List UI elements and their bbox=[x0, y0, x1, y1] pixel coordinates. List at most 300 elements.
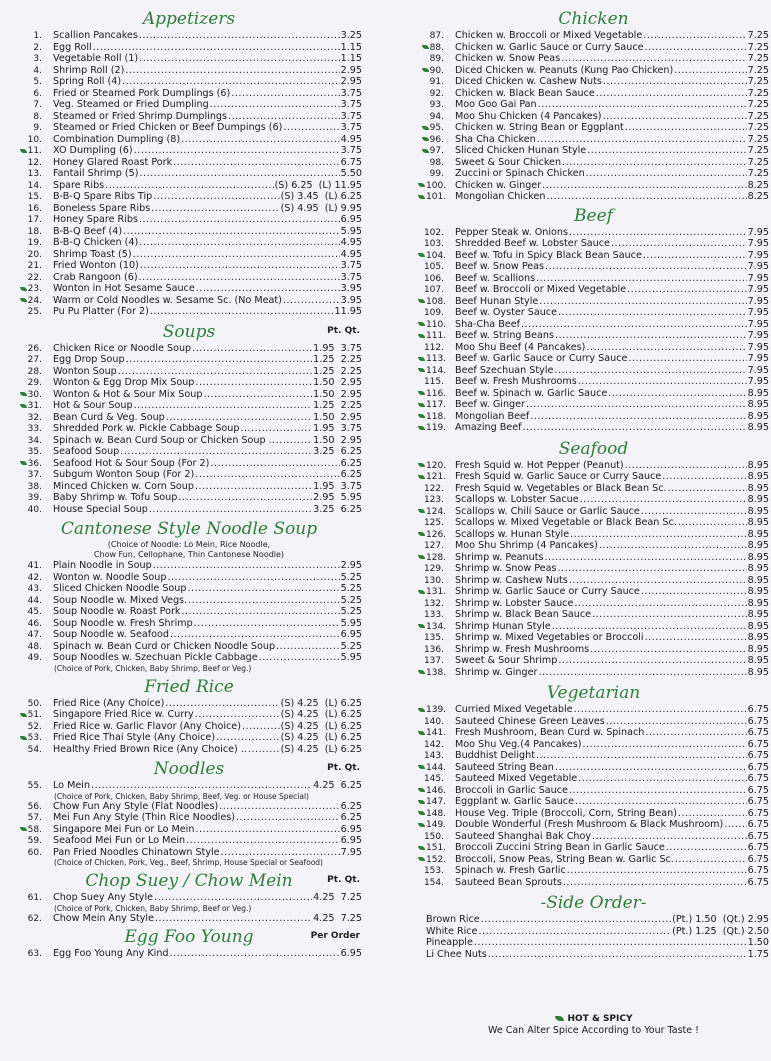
item-number-text: 15. bbox=[27, 192, 42, 202]
dot-leader bbox=[546, 191, 746, 203]
item-number-text: 123. bbox=[423, 495, 444, 505]
menu-item bbox=[418, 342, 769, 354]
item-number-text: 113. bbox=[426, 354, 447, 364]
menu-item bbox=[418, 926, 769, 938]
item-name: Fried Wonton (10) bbox=[53, 260, 139, 271]
dot-leader bbox=[139, 272, 340, 284]
item-number bbox=[418, 622, 447, 634]
item-number bbox=[16, 390, 45, 402]
dot-leader bbox=[259, 652, 340, 664]
item-price: 7.25 bbox=[747, 110, 769, 122]
item-name: Egg Roll bbox=[53, 41, 92, 53]
item-name: Beef w. Tofu in Spicy Black Bean Sauce bbox=[455, 249, 642, 261]
item-price: (S) 4.25 (L) 6.25 bbox=[280, 732, 362, 743]
dot-leader bbox=[554, 365, 746, 377]
item-price: 5.25 bbox=[340, 571, 362, 583]
item-name: Soup Noodle w. Fresh Shrimp bbox=[53, 617, 193, 629]
menu-item bbox=[16, 423, 362, 435]
item-name: Scallops w. Chili Sauce or Garlic Sauce bbox=[455, 505, 640, 517]
item-number bbox=[418, 354, 447, 366]
item-number-text: 137. bbox=[423, 656, 444, 666]
item-number-text: 60. bbox=[27, 847, 42, 858]
item-price: 6.75 bbox=[747, 750, 769, 761]
dot-leader bbox=[181, 134, 340, 146]
item-number-text: 138. bbox=[426, 667, 447, 678]
item-name: Steamed or Fried Chicken or Beef Dumpings (6) bbox=[53, 122, 283, 133]
menu-item bbox=[16, 214, 362, 226]
dot-leader bbox=[580, 494, 747, 506]
item-name: Shrimp w. Lobster Sauce bbox=[455, 597, 574, 609]
item-price: 1.15 bbox=[340, 53, 362, 64]
menu-section bbox=[16, 870, 362, 924]
item-price: 4.95 bbox=[340, 133, 362, 145]
menu-item bbox=[418, 949, 769, 961]
dot-leader bbox=[641, 506, 747, 518]
item-price: 8.25 bbox=[747, 179, 769, 191]
item-number bbox=[418, 472, 447, 484]
item-number bbox=[418, 285, 447, 297]
section-title bbox=[16, 758, 362, 780]
item-number bbox=[418, 645, 447, 657]
item-price: 6.75 bbox=[747, 842, 769, 853]
item-number-text: 23. bbox=[27, 284, 42, 294]
item-number bbox=[16, 192, 45, 204]
dot-leader bbox=[126, 354, 313, 366]
item-number-text: 14. bbox=[27, 180, 42, 191]
menu-item bbox=[418, 471, 769, 483]
pepper-icon bbox=[422, 137, 429, 141]
menu-item bbox=[16, 618, 362, 630]
item-number bbox=[418, 331, 447, 343]
dot-leader bbox=[122, 76, 340, 88]
item-number bbox=[418, 717, 447, 729]
item-number-text: 143. bbox=[423, 751, 444, 761]
menu-item bbox=[16, 134, 362, 146]
item-name: Egg Drop Soup bbox=[53, 354, 125, 365]
item-number-text: 36. bbox=[27, 458, 42, 469]
item-name: Singapore Mei Fun or Lo Mein bbox=[53, 823, 195, 835]
item-number bbox=[418, 576, 447, 588]
dot-leader bbox=[587, 145, 746, 157]
item-name: Buddhist Delight bbox=[455, 750, 535, 761]
menu-item bbox=[418, 785, 769, 797]
item-name: Broccoli in Garlic Sauce bbox=[455, 784, 568, 796]
item-number-text: 91. bbox=[429, 77, 444, 87]
menu-section bbox=[16, 321, 362, 516]
item-number-text: 17. bbox=[27, 215, 42, 225]
dot-leader bbox=[544, 552, 746, 564]
menu-item bbox=[16, 191, 362, 203]
item-number bbox=[418, 400, 447, 412]
item-price: 7.95 bbox=[747, 295, 769, 307]
item-number bbox=[418, 705, 447, 717]
legend-note: We Can Alter Spice According to Your Taste ! bbox=[488, 1025, 699, 1036]
menu-item bbox=[16, 606, 362, 618]
item-number-text: 89. bbox=[429, 54, 444, 64]
menu-item bbox=[16, 122, 362, 134]
item-price: 6.95 bbox=[340, 823, 362, 835]
pepper-icon bbox=[418, 253, 425, 257]
item-name: Wonton & Egg Drop Mix Soup bbox=[53, 377, 195, 388]
item-price: (S) 4.25 (L) 6.25 bbox=[280, 743, 362, 755]
item-number bbox=[16, 470, 45, 482]
item-number-text: 92. bbox=[429, 88, 444, 99]
item-name: Eggplant w. Garlic Sauce bbox=[455, 796, 574, 807]
item-price: 3.75 bbox=[340, 87, 362, 99]
item-name: B-B-Q Beef (4) bbox=[53, 225, 123, 237]
pepper-icon bbox=[418, 475, 425, 479]
item-number bbox=[418, 389, 447, 401]
item-number bbox=[16, 273, 45, 285]
item-number bbox=[418, 320, 447, 332]
item-name: Shrimp w. Snow Peas bbox=[455, 563, 557, 574]
pepper-icon bbox=[418, 857, 425, 861]
menu-item bbox=[418, 238, 769, 250]
pepper-icon bbox=[418, 765, 425, 769]
item-name: Spinach w. Bean Curd or Chicken Noodle Soup bbox=[53, 640, 276, 652]
item-name: Pu Pu Platter (For 2) bbox=[53, 306, 149, 317]
item-name: Moo Shu Shrimp (4 Pancakes) bbox=[455, 540, 598, 551]
menu-item bbox=[418, 76, 769, 88]
menu-item bbox=[16, 30, 362, 42]
item-number bbox=[418, 77, 447, 89]
item-number bbox=[16, 261, 45, 273]
menu-item bbox=[418, 422, 769, 434]
item-price: 8.95 bbox=[747, 643, 769, 655]
menu-item bbox=[418, 667, 769, 679]
item-number bbox=[16, 89, 45, 101]
menu-item bbox=[16, 481, 362, 493]
item-number bbox=[418, 146, 447, 158]
menu-item bbox=[16, 180, 362, 192]
item-price: 8.95 bbox=[747, 517, 769, 528]
menu-item bbox=[16, 366, 362, 378]
item-number bbox=[16, 284, 45, 296]
item-number bbox=[16, 893, 45, 905]
dot-leader bbox=[645, 42, 747, 54]
item-number bbox=[16, 699, 45, 711]
pepper-icon bbox=[418, 299, 425, 303]
item-name: Veg. Steamed or Fried Dumpling bbox=[53, 99, 209, 110]
menu-item bbox=[418, 296, 769, 308]
item-number bbox=[418, 412, 447, 424]
menu-item bbox=[16, 343, 362, 355]
menu-item bbox=[418, 632, 769, 644]
item-name: House Special Soup bbox=[53, 503, 148, 515]
item-price: 6.75 bbox=[747, 715, 769, 727]
dot-leader bbox=[118, 366, 312, 378]
dot-leader bbox=[625, 122, 747, 134]
menu-item bbox=[16, 595, 362, 607]
item-number-text: 6. bbox=[33, 88, 42, 99]
item-price: 4.25 7.25 bbox=[313, 912, 362, 924]
item-name: White Rice bbox=[426, 925, 478, 937]
item-number-text: 115. bbox=[423, 377, 444, 387]
item-number-text: 102. bbox=[423, 227, 444, 238]
item-number-text: 20. bbox=[27, 249, 42, 260]
menu-item bbox=[418, 831, 769, 843]
item-name: Shrimp Roll (2) bbox=[53, 64, 125, 76]
item-name: Sweet & Sour Shrimp bbox=[455, 655, 558, 666]
dot-leader bbox=[538, 667, 746, 679]
item-number bbox=[418, 820, 447, 832]
item-number-text: 119. bbox=[426, 423, 447, 433]
item-number bbox=[418, 423, 447, 435]
item-name: Diced Chicken w. Peanuts (Kung Pao Chicken) bbox=[455, 64, 674, 76]
item-price: 1.50 2.95 bbox=[313, 434, 362, 446]
item-price: 6.25 bbox=[340, 469, 362, 480]
item-number bbox=[418, 587, 447, 599]
menu-item bbox=[418, 168, 769, 180]
item-price: 5.95 bbox=[340, 617, 362, 629]
menu-item bbox=[418, 529, 769, 541]
item-number bbox=[16, 825, 45, 837]
item-name: Subgum Wonton Soup (For 2) bbox=[53, 469, 195, 480]
item-number bbox=[16, 355, 45, 367]
item-price: 6.25 bbox=[340, 812, 362, 823]
dot-leader bbox=[562, 157, 747, 169]
item-number bbox=[16, 596, 45, 608]
dot-leader bbox=[195, 377, 312, 389]
dot-leader bbox=[228, 111, 340, 123]
item-number bbox=[418, 599, 447, 611]
dot-leader bbox=[170, 948, 340, 960]
item-number-text: 111. bbox=[426, 331, 447, 341]
dot-leader bbox=[195, 709, 280, 721]
pepper-icon bbox=[422, 126, 429, 130]
menu-item bbox=[418, 914, 769, 926]
item-name: Soup Noodles w. Szechuan Pickle Cabbage bbox=[53, 652, 258, 663]
menu-item bbox=[418, 517, 769, 529]
column-header: Pt. Qt. bbox=[327, 325, 360, 336]
item-price: 8.95 bbox=[747, 574, 769, 586]
item-price: 1.95 3.75 bbox=[313, 423, 362, 434]
menu-item bbox=[16, 157, 362, 169]
menu-item bbox=[418, 483, 769, 495]
item-number-text: 103. bbox=[423, 239, 444, 249]
item-price: 8.95 bbox=[747, 482, 769, 494]
item-price: 7.95 bbox=[747, 249, 769, 261]
item-price: 7.95 bbox=[747, 330, 769, 341]
item-price: 6.75 bbox=[747, 807, 769, 819]
legend-label: HOT & SPICY bbox=[567, 1014, 633, 1024]
item-number bbox=[418, 66, 447, 78]
item-number bbox=[418, 43, 447, 55]
item-number-text: 114. bbox=[426, 365, 447, 376]
menu-item bbox=[16, 847, 362, 859]
dot-leader bbox=[555, 762, 747, 774]
pepper-icon bbox=[418, 800, 425, 804]
menu-left-column bbox=[16, 8, 362, 960]
item-number bbox=[418, 843, 447, 855]
item-number-text: 145. bbox=[423, 774, 444, 784]
dot-leader bbox=[283, 295, 340, 307]
section-title-text: Egg Foo Young bbox=[124, 927, 254, 947]
item-number bbox=[16, 54, 45, 66]
item-number bbox=[16, 949, 45, 961]
pepper-icon bbox=[418, 731, 425, 735]
item-name: Shrimp w. Cashew Nuts bbox=[455, 574, 568, 586]
item-name: Double Wonderful (Fresh Mushroom & Black Mushroom) bbox=[455, 819, 724, 830]
item-number-text: 63. bbox=[27, 949, 42, 959]
dot-leader bbox=[578, 773, 746, 785]
item-price: (S) 6.25 (L) 11.95 bbox=[274, 179, 362, 191]
dot-leader bbox=[538, 99, 747, 111]
item-name: Hot & Sour Soup bbox=[53, 400, 133, 411]
item-price: 3.25 6.25 bbox=[313, 446, 362, 457]
dot-leader bbox=[93, 42, 340, 54]
item-number bbox=[16, 505, 45, 517]
menu-item bbox=[16, 203, 362, 215]
item-number bbox=[16, 642, 45, 654]
dot-leader bbox=[248, 744, 280, 756]
item-number bbox=[16, 710, 45, 722]
pepper-icon bbox=[418, 624, 425, 628]
dot-leader bbox=[192, 343, 312, 355]
item-number bbox=[418, 866, 447, 878]
menu-item bbox=[16, 583, 362, 595]
pepper-icon bbox=[418, 183, 425, 187]
dot-leader bbox=[139, 53, 339, 65]
item-number-text: 21. bbox=[27, 261, 42, 271]
item-number-text: 105. bbox=[423, 262, 444, 272]
item-name: Mongolian Beef bbox=[455, 410, 530, 422]
menu-item bbox=[418, 716, 769, 728]
item-number bbox=[16, 123, 45, 135]
item-price: 3.95 bbox=[340, 283, 362, 294]
dot-leader bbox=[526, 399, 747, 411]
item-name: Chicken w. Ginger bbox=[455, 179, 542, 191]
item-name: Spare Ribs bbox=[53, 179, 105, 191]
item-price: 5.25 bbox=[340, 583, 362, 594]
item-number bbox=[418, 878, 447, 890]
item-number-text: 147. bbox=[426, 797, 447, 807]
item-name: Spring Roll (4) bbox=[53, 76, 122, 87]
item-name: Spinach w. Fresh Garlic bbox=[455, 865, 566, 876]
dot-leader bbox=[188, 595, 340, 607]
dot-leader bbox=[149, 504, 312, 516]
item-number bbox=[418, 518, 447, 530]
dot-leader bbox=[678, 808, 747, 820]
item-number bbox=[418, 123, 447, 135]
item-price: 6.95 bbox=[340, 214, 362, 225]
dot-leader bbox=[195, 469, 339, 481]
dot-leader bbox=[120, 446, 312, 458]
item-name: Shredded Beef w. Lobster Sauce bbox=[455, 238, 610, 249]
item-price: 7.95 bbox=[747, 272, 769, 284]
item-number-text: 124. bbox=[426, 506, 447, 517]
item-price: (S) 3.45 (L) 6.25 bbox=[280, 191, 362, 202]
item-number bbox=[16, 459, 45, 471]
section-title-text: Chop Suey / Chow Mein bbox=[85, 871, 293, 891]
dot-leader bbox=[155, 913, 312, 925]
item-number bbox=[418, 786, 447, 798]
dot-leader bbox=[643, 30, 746, 42]
item-number-text: 125. bbox=[423, 518, 444, 528]
menu-item bbox=[418, 65, 769, 77]
item-number-text: 27. bbox=[27, 355, 42, 365]
item-price: 7.95 bbox=[747, 364, 769, 376]
item-number bbox=[16, 745, 45, 757]
dot-leader bbox=[627, 284, 747, 296]
dot-leader bbox=[474, 937, 747, 949]
item-number-text: 108. bbox=[426, 296, 447, 307]
item-price: 6.25 bbox=[340, 800, 362, 812]
item-price: 7.25 bbox=[747, 41, 769, 53]
item-name: Sha-Cha Beef bbox=[455, 318, 520, 330]
item-name: Warm or Cold Noodles w. Sesame Sc. (No Meat) bbox=[53, 294, 282, 306]
item-price: 8.95 bbox=[747, 387, 769, 399]
dot-leader bbox=[178, 492, 312, 504]
section-title bbox=[418, 8, 769, 30]
dot-leader bbox=[139, 30, 340, 42]
item-number-text: 134. bbox=[426, 621, 447, 632]
pepper-icon bbox=[418, 322, 425, 326]
dot-leader bbox=[536, 273, 747, 285]
item-number-text: 32. bbox=[27, 412, 42, 423]
item-price: 6.25 bbox=[340, 457, 362, 469]
item-price: 3.25 bbox=[340, 30, 362, 41]
item-number-text: 132. bbox=[423, 598, 444, 609]
menu-item bbox=[418, 99, 769, 111]
item-name: Fried Rice Thai Style (Any Choice) bbox=[53, 732, 216, 743]
item-name: Sha Cha Chicken bbox=[455, 133, 536, 145]
dot-leader bbox=[166, 412, 312, 424]
item-price: 6.75 bbox=[747, 727, 769, 738]
item-name: Beef w. Ginger bbox=[455, 399, 525, 410]
dot-leader bbox=[590, 644, 746, 656]
menu-item bbox=[418, 621, 769, 633]
item-name: Combination Dumpling (8) bbox=[53, 133, 181, 145]
item-number-text: 37. bbox=[27, 470, 42, 480]
menu-item bbox=[16, 801, 362, 813]
item-price: 1.15 bbox=[340, 41, 362, 53]
item-number-text: 139. bbox=[426, 705, 447, 715]
item-name: XO Dumpling (6) bbox=[53, 145, 133, 156]
menu-section bbox=[418, 8, 769, 203]
item-number-text: 38. bbox=[27, 481, 42, 492]
pepper-icon bbox=[422, 68, 429, 72]
menu-item bbox=[16, 354, 362, 366]
menu-item bbox=[418, 796, 769, 808]
item-name: Beef Hunan Style bbox=[455, 295, 539, 307]
item-number-text: 94. bbox=[429, 111, 444, 122]
menu-item bbox=[16, 237, 362, 249]
item-name: Shrimp Hunan Style bbox=[455, 620, 551, 632]
item-price: 6.95 bbox=[340, 629, 362, 640]
item-number-text: 26. bbox=[27, 343, 42, 354]
menu-section bbox=[418, 438, 769, 679]
menu-item bbox=[16, 560, 362, 572]
item-number bbox=[16, 112, 45, 124]
dot-leader bbox=[724, 819, 746, 831]
item-number bbox=[16, 493, 45, 505]
dot-leader bbox=[563, 877, 747, 889]
pepper-icon bbox=[20, 287, 27, 291]
dot-leader bbox=[139, 168, 339, 180]
dot-leader bbox=[242, 721, 280, 733]
item-number bbox=[418, 54, 447, 66]
item-name: Sauteed String Bean bbox=[455, 761, 554, 773]
dot-leader bbox=[575, 796, 747, 808]
item-name: Shrimp w. Peanuts bbox=[455, 551, 544, 563]
item-name: Scallops w. Mixed Vegetable or Black Bean Sc. bbox=[455, 517, 677, 528]
menu-item bbox=[418, 307, 769, 319]
pepper-icon bbox=[20, 149, 27, 153]
dot-leader bbox=[195, 824, 339, 836]
item-name: Shrimp w. Ginger bbox=[455, 666, 538, 678]
dot-leader bbox=[134, 145, 340, 157]
